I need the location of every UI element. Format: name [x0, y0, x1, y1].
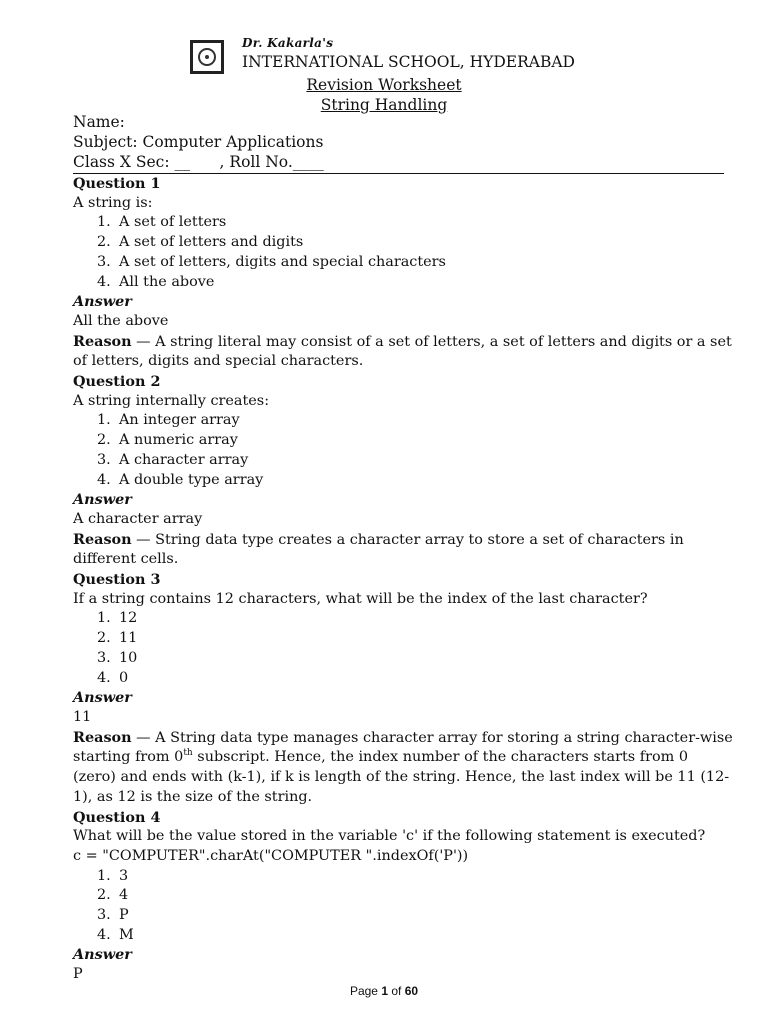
answer-label: Answer: [73, 689, 132, 707]
question-heading: Question 2: [73, 373, 161, 391]
reason-text: Reason — String data type creates a character array to store a set of characters in different cells.: [73, 530, 684, 568]
question-prompt: If a string contains 12 characters, what will be the index of the last character?: [73, 590, 648, 607]
answer-label: Answer: [73, 946, 132, 964]
option-item: 4. A double type array: [97, 471, 264, 488]
page-number: 1: [381, 984, 388, 998]
question-prompt: A string internally creates:: [73, 392, 270, 409]
name-line: Name:: [73, 113, 125, 131]
question-heading: Question 1: [73, 175, 161, 192]
answer-text: 11: [73, 708, 92, 725]
code-line: c = "COMPUTER".charAt("COMPUTER ".indexOf('P')): [73, 847, 469, 864]
page-footer: Page 1 of 60: [349, 984, 419, 998]
option-item: 4. 0: [97, 669, 129, 686]
option-item: 2. 4: [97, 887, 129, 904]
option-item: 3. A character array: [97, 451, 249, 468]
worksheet-body: [73, 174, 733, 985]
option-item: 1. 12: [97, 610, 138, 627]
answer-label: Answer: [73, 491, 132, 509]
option-item: 1. An integer array: [97, 412, 240, 429]
answer-label: Answer: [73, 293, 132, 311]
subject-line: Subject: Computer Applications: [73, 133, 324, 151]
option-item: 1. A set of letters: [97, 214, 227, 231]
question-prompt: What will be the value stored in the variable 'c' if the following statement is executed?: [73, 828, 706, 845]
option-item: 4. M: [97, 926, 134, 943]
reason-text: Reason — A string literal may consist of a set of letters, a set of letters and digits or a set of letters, digits and special characters.: [73, 332, 732, 370]
option-item: 2. 11: [97, 630, 138, 647]
reason-text: Reason — A String data type manages character array for storing a string character-wise starting from 0th subscript. Hence, the index number of the characters starts from 0 (zero) and ends with (k-1), if k is length of the string. Hence, the last index will be 11 (12-1), as 12 is the size of the string.: [73, 728, 733, 805]
option-item: 4. All the above: [97, 273, 215, 290]
worksheet-subtitle: String Handling: [320, 96, 448, 114]
school-logo-icon: [190, 40, 224, 74]
page-total: 60: [404, 984, 419, 998]
option-item: 3. A set of letters, digits and special characters: [97, 253, 446, 270]
option-item: 1. 3: [97, 867, 129, 884]
question-heading: Question 3: [73, 571, 161, 589]
answer-text: All the above: [73, 312, 169, 329]
class-line: Class X Sec: __ , Roll No.____: [73, 153, 324, 171]
answer-text: A character array: [73, 510, 203, 527]
question-heading: Question 4: [73, 808, 161, 826]
worksheet-title: Revision Worksheet: [306, 76, 462, 94]
brand-name: Dr. Kakarla's: [242, 36, 334, 50]
option-item: 3. 10: [97, 649, 138, 666]
question-prompt: A string is:: [73, 194, 153, 211]
option-item: 2. A numeric array: [97, 432, 238, 449]
option-item: 2. A set of letters and digits: [97, 234, 304, 251]
school-name: INTERNATIONAL SCHOOL, HYDERABAD: [242, 53, 575, 71]
option-item: 3. P: [97, 907, 129, 924]
answer-text: P: [73, 966, 83, 983]
